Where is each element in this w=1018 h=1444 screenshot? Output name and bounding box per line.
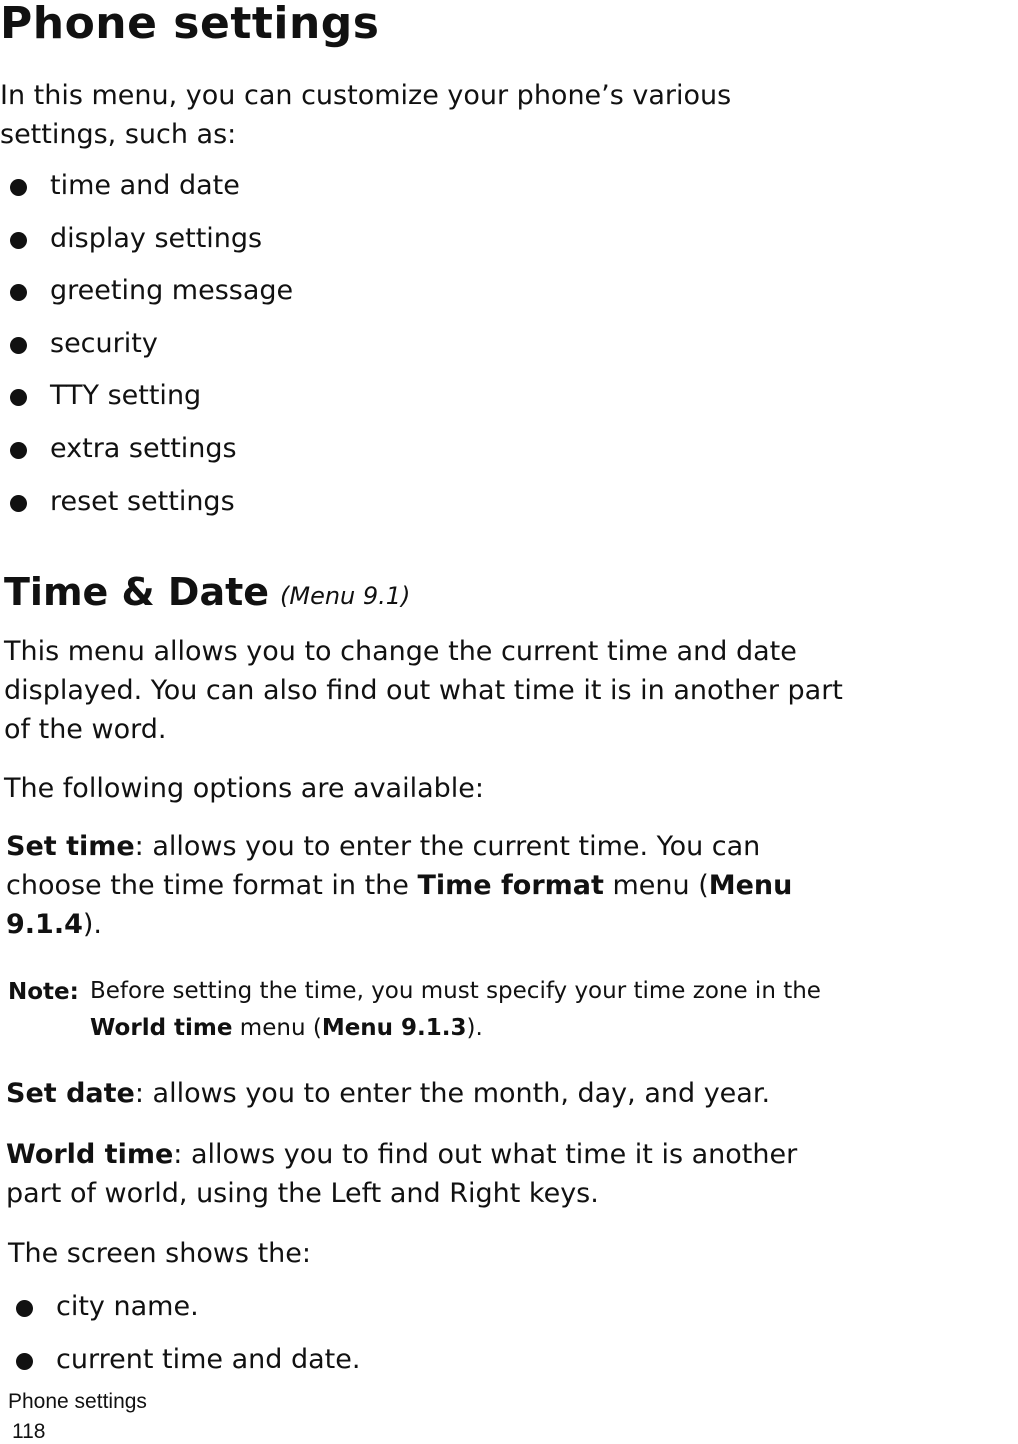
set-time-line-2: choose the time format in the xyxy=(6,870,418,901)
note-line-1: Before setting the time, you must specify your time zone in the xyxy=(90,978,821,1004)
bullet-icon xyxy=(16,1353,33,1370)
list-item xyxy=(8,171,293,224)
set-time-line-2-mid: menu ( xyxy=(603,870,709,901)
set-time-paragraph xyxy=(6,827,792,944)
list-item xyxy=(8,224,293,277)
note-label: Note: xyxy=(8,979,79,1005)
note-menu-ref: Menu 9.1.3 xyxy=(321,1015,467,1041)
set-time-label: Set time xyxy=(6,831,135,862)
footer-section-name: Phone settings xyxy=(8,1390,147,1413)
menu-ref-number: 9.1.4 xyxy=(6,909,83,940)
list-item xyxy=(8,434,293,487)
note-line-2-end: ). xyxy=(466,1015,483,1041)
bullet-icon xyxy=(10,284,27,301)
list-item-label: city name. xyxy=(56,1291,199,1322)
intro-line-1: In this menu, you can customize your phone’s various xyxy=(0,80,732,111)
list-item xyxy=(8,329,293,382)
list-item-label: display settings xyxy=(50,222,263,254)
section-description xyxy=(4,632,843,749)
list-item-label: reset settings xyxy=(50,485,235,517)
world-time-paragraph xyxy=(6,1135,797,1213)
list-item-label: extra settings xyxy=(50,432,237,464)
list-item xyxy=(8,381,293,434)
list-item-label: greeting message xyxy=(50,275,294,307)
world-time-line-2: part of world, using the Left and Right keys. xyxy=(6,1178,599,1209)
settings-list xyxy=(8,171,293,539)
set-time-line-1: : allows you to enter the current time. You can xyxy=(134,831,761,862)
footer-page-number: 118 xyxy=(12,1420,46,1443)
menu-ref-word: Menu xyxy=(708,870,793,901)
world-time-line-1: : allows you to find out what time it is another xyxy=(173,1139,798,1170)
screen-list xyxy=(14,1292,360,1397)
section-desc-line-1: This menu allows you to change the current time and date xyxy=(4,636,797,667)
list-item-label: security xyxy=(50,327,158,359)
note-text xyxy=(90,973,821,1047)
page-title: Phone settings xyxy=(0,0,380,49)
bullet-icon xyxy=(16,1300,33,1317)
intro-paragraph xyxy=(0,76,731,154)
bullet-icon xyxy=(10,442,27,459)
set-date-label: Set date xyxy=(6,1078,135,1109)
list-item-label: TTY setting xyxy=(50,380,202,412)
list-item-label: time and date xyxy=(50,170,240,201)
section-desc-line-3: of the word. xyxy=(4,714,167,745)
set-date-paragraph xyxy=(6,1074,770,1113)
list-item xyxy=(14,1292,360,1345)
section-title: Time & Date xyxy=(4,570,270,614)
note-line-2-mid: menu ( xyxy=(232,1015,322,1041)
section-desc-line-2: displayed. You can also find out what time it is in another part xyxy=(4,675,843,706)
bullet-icon xyxy=(10,232,27,249)
list-item-label: current time and date. xyxy=(56,1343,361,1375)
set-time-line-3: ). xyxy=(82,909,102,940)
bullet-icon xyxy=(10,179,27,196)
bullet-icon xyxy=(10,337,27,354)
world-time-label: World time xyxy=(6,1139,174,1170)
bullet-icon xyxy=(10,495,27,512)
set-date-text: : allows you to enter the month, day, and year. xyxy=(134,1078,771,1109)
bullet-icon xyxy=(10,389,27,406)
list-item xyxy=(8,276,293,329)
options-intro: The following options are available: xyxy=(4,773,485,804)
time-format-ref: Time format xyxy=(417,870,604,901)
list-item xyxy=(8,487,293,540)
screen-intro: The screen shows the: xyxy=(8,1238,311,1269)
world-time-ref: World time xyxy=(90,1015,233,1041)
section-menu-ref: (Menu 9.1) xyxy=(280,582,411,610)
intro-line-2: settings, such as: xyxy=(0,119,237,150)
